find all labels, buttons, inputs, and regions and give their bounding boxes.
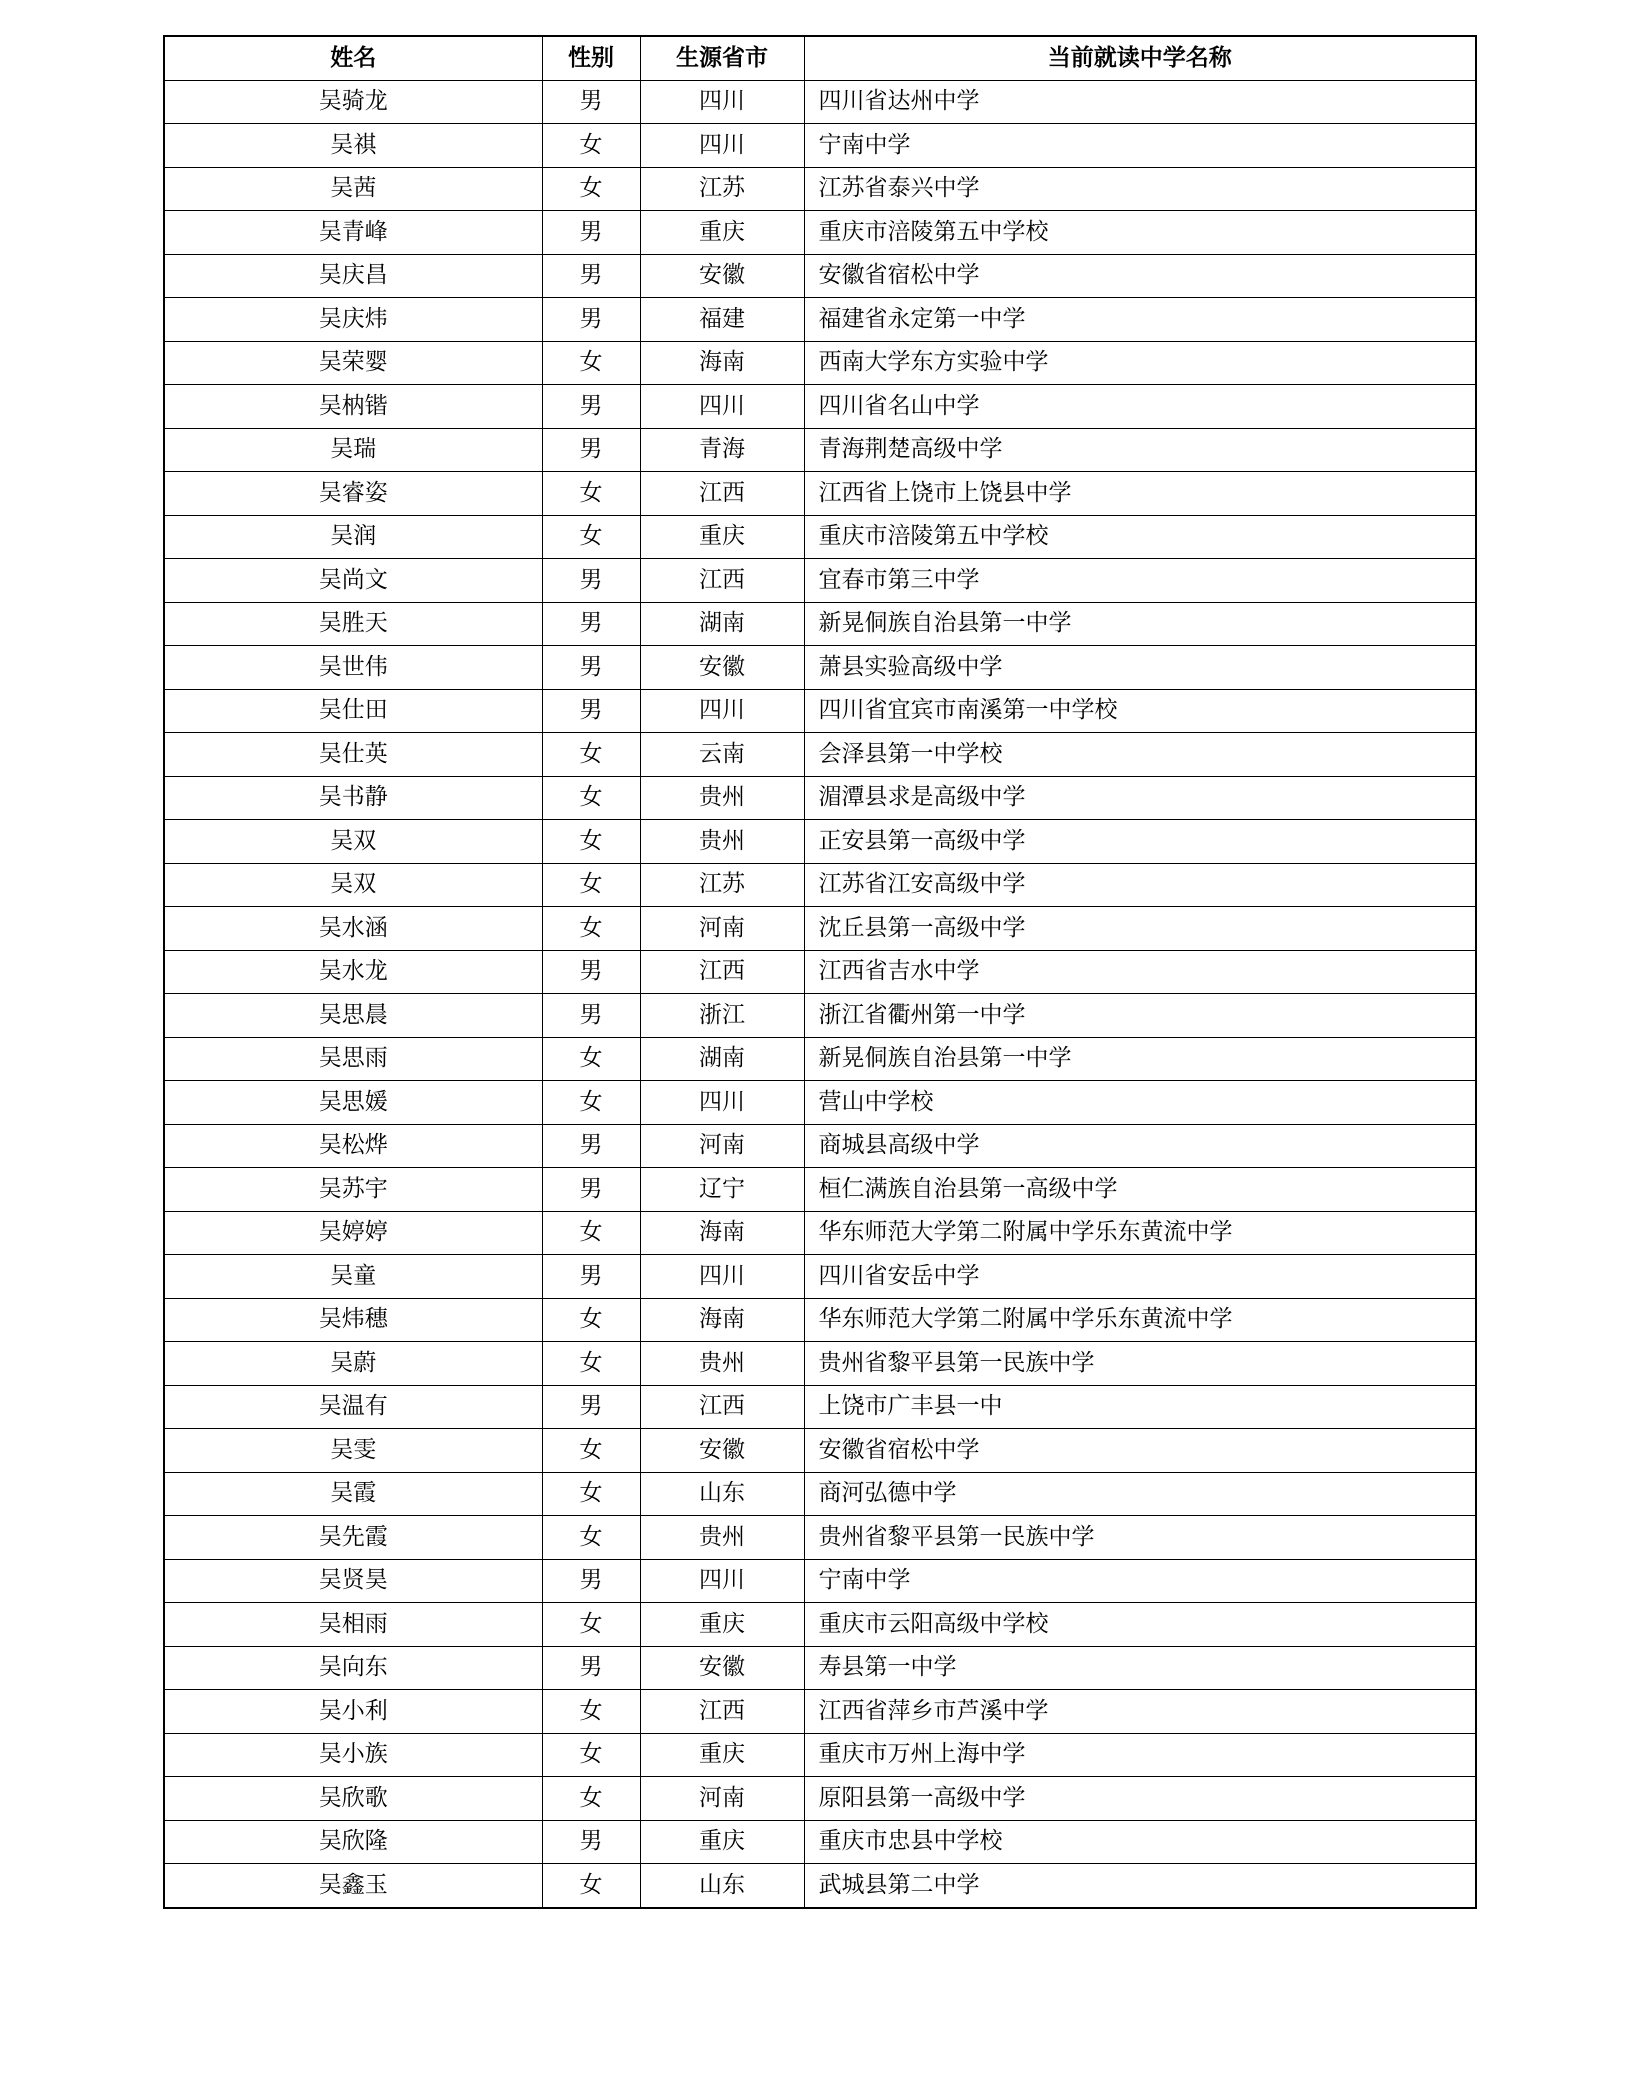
cell-gender: 女: [542, 1211, 640, 1255]
table-row: [164, 80, 1476, 124]
table-row: [164, 211, 1476, 255]
cell-school: 重庆市涪陵第五中学校: [804, 211, 1476, 255]
cell-school: 江西省萍乡市芦溪中学: [804, 1690, 1476, 1734]
cell-name: 吴鑫玉: [164, 1864, 542, 1908]
table-row: [164, 1037, 1476, 1081]
cell-name: 吴胜天: [164, 602, 542, 646]
cell-school: 商河弘德中学: [804, 1472, 1476, 1516]
cell-school: 正安县第一高级中学: [804, 820, 1476, 864]
cell-name: 吴欣歌: [164, 1777, 542, 1821]
cell-school: 江苏省泰兴中学: [804, 167, 1476, 211]
table-row: [164, 776, 1476, 820]
table-row: [164, 1516, 1476, 1560]
cell-gender: 女: [542, 1472, 640, 1516]
cell-school: 上饶市广丰县一中: [804, 1385, 1476, 1429]
header-province: 生源省市: [640, 36, 804, 80]
header-name: 姓名: [164, 36, 542, 80]
cell-school: 安徽省宿松中学: [804, 1429, 1476, 1473]
cell-school: 华东师范大学第二附属中学乐东黄流中学: [804, 1298, 1476, 1342]
cell-school: 萧县实验高级中学: [804, 646, 1476, 690]
table-row: [164, 863, 1476, 907]
cell-province: 山东: [640, 1864, 804, 1908]
cell-gender: 男: [542, 559, 640, 603]
cell-province: 浙江: [640, 994, 804, 1038]
cell-gender: 女: [542, 1342, 640, 1386]
cell-gender: 女: [542, 1516, 640, 1560]
cell-school: 重庆市云阳高级中学校: [804, 1603, 1476, 1647]
cell-gender: 男: [542, 428, 640, 472]
cell-gender: 女: [542, 1037, 640, 1081]
cell-school: 福建省永定第一中学: [804, 298, 1476, 342]
table-row: [164, 1646, 1476, 1690]
cell-name: 吴润: [164, 515, 542, 559]
cell-name: 吴水涵: [164, 907, 542, 951]
table-row: [164, 646, 1476, 690]
cell-name: 吴双: [164, 863, 542, 907]
cell-gender: 女: [542, 1429, 640, 1473]
cell-province: 四川: [640, 124, 804, 168]
student-table: [163, 35, 1477, 1909]
cell-gender: 男: [542, 994, 640, 1038]
cell-name: 吴茜: [164, 167, 542, 211]
cell-gender: 男: [542, 1168, 640, 1212]
table-row: [164, 1777, 1476, 1821]
cell-school: 宜春市第三中学: [804, 559, 1476, 603]
table-row: [164, 602, 1476, 646]
cell-province: 贵州: [640, 820, 804, 864]
cell-name: 吴睿姿: [164, 472, 542, 516]
cell-gender: 男: [542, 1385, 640, 1429]
cell-name: 吴尚文: [164, 559, 542, 603]
table-row: [164, 559, 1476, 603]
cell-name: 吴蔚: [164, 1342, 542, 1386]
cell-name: 吴思雨: [164, 1037, 542, 1081]
cell-province: 重庆: [640, 211, 804, 255]
cell-province: 贵州: [640, 1342, 804, 1386]
table-row: [164, 820, 1476, 864]
cell-gender: 男: [542, 298, 640, 342]
cell-school: 营山中学校: [804, 1081, 1476, 1125]
cell-school: 江西省上饶市上饶县中学: [804, 472, 1476, 516]
cell-province: 湖南: [640, 1037, 804, 1081]
table-row: [164, 1124, 1476, 1168]
cell-province: 海南: [640, 1298, 804, 1342]
cell-province: 江西: [640, 559, 804, 603]
cell-gender: 男: [542, 1124, 640, 1168]
cell-school: 会泽县第一中学校: [804, 733, 1476, 777]
table-row: [164, 1559, 1476, 1603]
cell-school: 寿县第一中学: [804, 1646, 1476, 1690]
cell-gender: 男: [542, 1646, 640, 1690]
cell-name: 吴炜穗: [164, 1298, 542, 1342]
cell-school: 宁南中学: [804, 124, 1476, 168]
cell-province: 江苏: [640, 167, 804, 211]
cell-school: 安徽省宿松中学: [804, 254, 1476, 298]
header-gender: 性别: [542, 36, 640, 80]
cell-name: 吴小族: [164, 1733, 542, 1777]
cell-province: 四川: [640, 1081, 804, 1125]
cell-school: 湄潭县求是高级中学: [804, 776, 1476, 820]
cell-province: 江西: [640, 950, 804, 994]
cell-province: 海南: [640, 341, 804, 385]
cell-province: 四川: [640, 80, 804, 124]
cell-gender: 女: [542, 472, 640, 516]
cell-name: 吴枘锴: [164, 385, 542, 429]
cell-province: 福建: [640, 298, 804, 342]
cell-school: 浙江省衢州第一中学: [804, 994, 1476, 1038]
cell-province: 河南: [640, 1777, 804, 1821]
table-row: [164, 907, 1476, 951]
cell-province: 贵州: [640, 1516, 804, 1560]
cell-gender: 男: [542, 950, 640, 994]
table-row: [164, 298, 1476, 342]
cell-province: 江苏: [640, 863, 804, 907]
cell-school: 江苏省江安高级中学: [804, 863, 1476, 907]
cell-province: 湖南: [640, 602, 804, 646]
cell-name: 吴青峰: [164, 211, 542, 255]
cell-name: 吴书静: [164, 776, 542, 820]
cell-gender: 女: [542, 820, 640, 864]
header-school: 当前就读中学名称: [804, 36, 1476, 80]
cell-name: 吴温有: [164, 1385, 542, 1429]
table-header-row: [164, 36, 1476, 80]
cell-name: 吴仕英: [164, 733, 542, 777]
cell-name: 吴苏宇: [164, 1168, 542, 1212]
cell-name: 吴双: [164, 820, 542, 864]
cell-school: 重庆市忠县中学校: [804, 1820, 1476, 1864]
table-row: [164, 167, 1476, 211]
cell-gender: 男: [542, 211, 640, 255]
table-row: [164, 1733, 1476, 1777]
cell-gender: 男: [542, 602, 640, 646]
cell-name: 吴思媛: [164, 1081, 542, 1125]
table-row: [164, 428, 1476, 472]
table-row: [164, 1472, 1476, 1516]
cell-gender: 女: [542, 341, 640, 385]
cell-province: 安徽: [640, 646, 804, 690]
cell-name: 吴婷婷: [164, 1211, 542, 1255]
cell-province: 河南: [640, 1124, 804, 1168]
cell-name: 吴庆炜: [164, 298, 542, 342]
cell-school: 青海荆楚高级中学: [804, 428, 1476, 472]
cell-province: 安徽: [640, 1646, 804, 1690]
cell-gender: 女: [542, 776, 640, 820]
cell-school: 四川省安岳中学: [804, 1255, 1476, 1299]
cell-school: 桓仁满族自治县第一高级中学: [804, 1168, 1476, 1212]
cell-school: 贵州省黎平县第一民族中学: [804, 1342, 1476, 1386]
cell-school: 商城县高级中学: [804, 1124, 1476, 1168]
cell-province: 辽宁: [640, 1168, 804, 1212]
cell-gender: 女: [542, 733, 640, 777]
cell-school: 武城县第二中学: [804, 1864, 1476, 1908]
table-row: [164, 1864, 1476, 1908]
cell-gender: 女: [542, 907, 640, 951]
table-row: [164, 1385, 1476, 1429]
table-row: [164, 1429, 1476, 1473]
cell-province: 安徽: [640, 254, 804, 298]
cell-gender: 男: [542, 1820, 640, 1864]
cell-province: 四川: [640, 385, 804, 429]
table-row: [164, 341, 1476, 385]
cell-school: 重庆市涪陵第五中学校: [804, 515, 1476, 559]
cell-school: 西南大学东方实验中学: [804, 341, 1476, 385]
cell-school: 贵州省黎平县第一民族中学: [804, 1516, 1476, 1560]
table-row: [164, 733, 1476, 777]
cell-name: 吴世伟: [164, 646, 542, 690]
table-row: [164, 1211, 1476, 1255]
cell-name: 吴祺: [164, 124, 542, 168]
cell-school: 新晃侗族自治县第一中学: [804, 602, 1476, 646]
cell-school: 四川省达州中学: [804, 80, 1476, 124]
cell-province: 重庆: [640, 515, 804, 559]
cell-province: 青海: [640, 428, 804, 472]
table-row: [164, 689, 1476, 733]
cell-school: 华东师范大学第二附属中学乐东黄流中学: [804, 1211, 1476, 1255]
cell-gender: 女: [542, 124, 640, 168]
cell-province: 江西: [640, 472, 804, 516]
cell-province: 重庆: [640, 1603, 804, 1647]
cell-name: 吴思晨: [164, 994, 542, 1038]
cell-gender: 男: [542, 1255, 640, 1299]
table-row: [164, 124, 1476, 168]
cell-province: 重庆: [640, 1733, 804, 1777]
cell-gender: 女: [542, 515, 640, 559]
cell-gender: 女: [542, 167, 640, 211]
cell-school: 江西省吉水中学: [804, 950, 1476, 994]
cell-gender: 男: [542, 80, 640, 124]
table-row: [164, 385, 1476, 429]
cell-province: 江西: [640, 1385, 804, 1429]
table-row: [164, 254, 1476, 298]
cell-gender: 女: [542, 1081, 640, 1125]
cell-name: 吴欣隆: [164, 1820, 542, 1864]
cell-gender: 男: [542, 385, 640, 429]
table-row: [164, 1690, 1476, 1734]
cell-province: 海南: [640, 1211, 804, 1255]
table-row: [164, 1603, 1476, 1647]
cell-school: 重庆市万州上海中学: [804, 1733, 1476, 1777]
cell-gender: 男: [542, 254, 640, 298]
table-row: [164, 515, 1476, 559]
table-row: [164, 950, 1476, 994]
cell-name: 吴先霞: [164, 1516, 542, 1560]
cell-school: 四川省宜宾市南溪第一中学校: [804, 689, 1476, 733]
cell-name: 吴小利: [164, 1690, 542, 1734]
table-row: [164, 1081, 1476, 1125]
cell-province: 江西: [640, 1690, 804, 1734]
table-row: [164, 1820, 1476, 1864]
cell-school: 新晃侗族自治县第一中学: [804, 1037, 1476, 1081]
cell-name: 吴贤昊: [164, 1559, 542, 1603]
cell-name: 吴仕田: [164, 689, 542, 733]
cell-name: 吴水龙: [164, 950, 542, 994]
cell-school: 原阳县第一高级中学: [804, 1777, 1476, 1821]
cell-province: 云南: [640, 733, 804, 777]
cell-province: 四川: [640, 1255, 804, 1299]
cell-province: 重庆: [640, 1820, 804, 1864]
cell-province: 四川: [640, 1559, 804, 1603]
cell-province: 贵州: [640, 776, 804, 820]
cell-gender: 女: [542, 1777, 640, 1821]
table-row: [164, 1298, 1476, 1342]
cell-gender: 男: [542, 1559, 640, 1603]
cell-gender: 男: [542, 689, 640, 733]
cell-name: 吴童: [164, 1255, 542, 1299]
cell-gender: 女: [542, 1690, 640, 1734]
cell-name: 吴霞: [164, 1472, 542, 1516]
cell-gender: 女: [542, 1864, 640, 1908]
cell-name: 吴向东: [164, 1646, 542, 1690]
cell-school: 沈丘县第一高级中学: [804, 907, 1476, 951]
cell-name: 吴雯: [164, 1429, 542, 1473]
cell-province: 河南: [640, 907, 804, 951]
cell-name: 吴庆昌: [164, 254, 542, 298]
cell-province: 四川: [640, 689, 804, 733]
table-row: [164, 1168, 1476, 1212]
table-row: [164, 1342, 1476, 1386]
cell-gender: 女: [542, 1603, 640, 1647]
cell-name: 吴瑞: [164, 428, 542, 472]
cell-name: 吴松烨: [164, 1124, 542, 1168]
cell-gender: 女: [542, 1733, 640, 1777]
cell-school: 宁南中学: [804, 1559, 1476, 1603]
table-row: [164, 472, 1476, 516]
cell-gender: 女: [542, 863, 640, 907]
table-row: [164, 994, 1476, 1038]
cell-name: 吴相雨: [164, 1603, 542, 1647]
cell-gender: 女: [542, 1298, 640, 1342]
table-row: [164, 1255, 1476, 1299]
cell-gender: 男: [542, 646, 640, 690]
cell-school: 四川省名山中学: [804, 385, 1476, 429]
cell-province: 山东: [640, 1472, 804, 1516]
cell-name: 吴骑龙: [164, 80, 542, 124]
cell-province: 安徽: [640, 1429, 804, 1473]
cell-name: 吴荣婴: [164, 341, 542, 385]
